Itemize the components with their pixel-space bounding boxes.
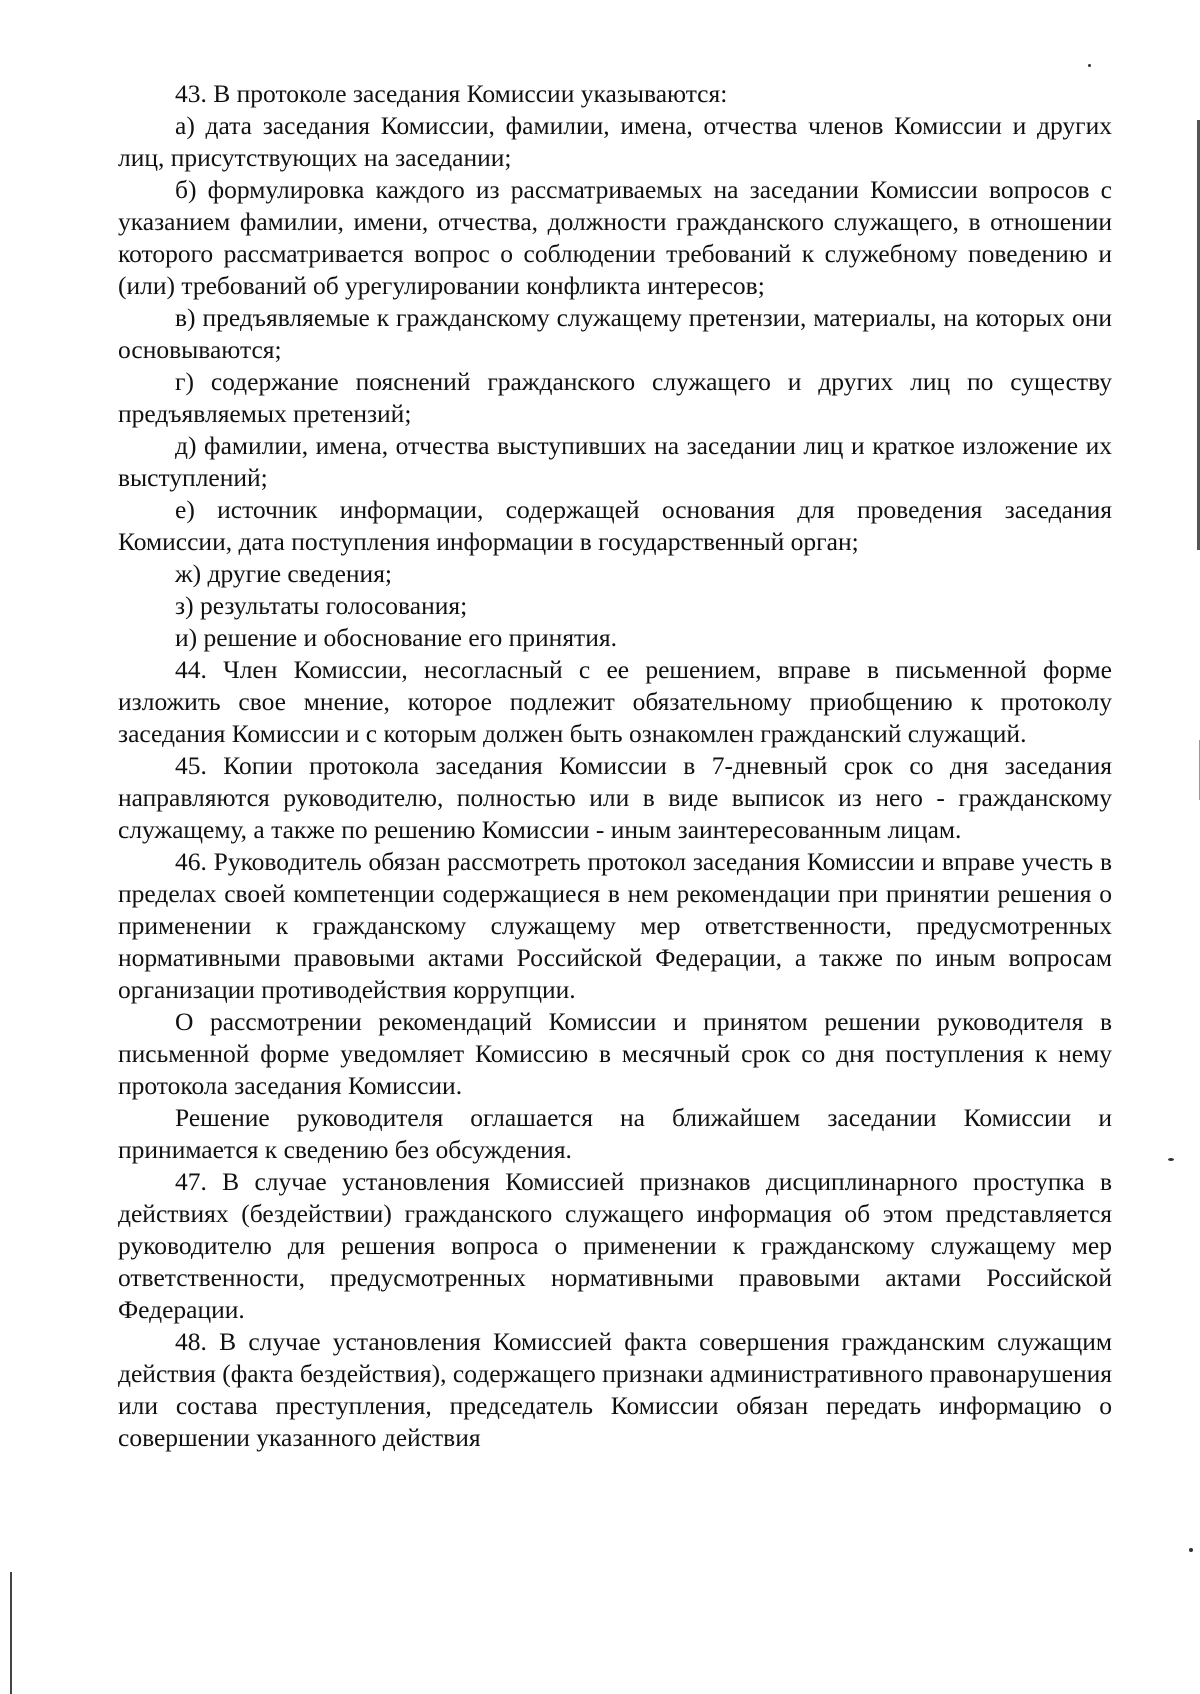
paragraph-46: 46. Руководитель обязан рассмотреть протокол заседания Комиссии и вправе учесть в пределах своей компетенции содержащиеся в нем рекомендации при принятии решения о применении к гражданскому служащему мер ответственности, предусмотренных нормативными правовыми актами Российской Федерации, а также по иным вопросам организации противодействия коррупции. [118,847,1112,1004]
paragraph-48: 48. В случае установления Комиссией факта совершения гражданским служащим действия (факта бездействия), содержащего признаки административного правонарушения или состава преступления, председатель Комиссии обязан передать информацию о совершении указанного действия [118,1327,1112,1452]
paragraph-43-a: а) дата заседания Комиссии, фамилии, имена, отчества членов Комиссии и других лиц, присутствующих на заседании; [118,111,1112,172]
paragraph-45: 45. Копии протокола заседания Комиссии в 7-дневный срок со дня заседания направляются руководителю, полностью или в виде выписок из него - гражданскому служащему, а также по решению Комиссии - иным заинтересованным лицам. [118,751,1112,844]
document-body [118,78,1112,1454]
paragraph-43-z: з) результаты голосования; [175,591,468,620]
paragraph-43-v: в) предъявляемые к гражданскому служащему претензии, материалы, на которых они основываются; [118,303,1112,364]
paragraph-43-e: е) источник информации, содержащей основания для проведения заседания Комиссии, дата поступления информации в государственный орган; [118,495,1112,556]
paragraph-43: 43. В протоколе заседания Комиссии указываются: [175,79,728,108]
paragraph-43-b: б) формулировка каждого из рассматриваемых на заседании Комиссии вопросов с указанием фамилии, имени, отчества, должности гражданского служащего, в отношении которого рассматривается вопрос о соблюдении требований к служебному поведению и (или) требований об урегулировании конфликта интересов; [118,175,1112,300]
paragraph-43-d: д) фамилии, имена, отчества выступивших на заседании лиц и краткое изложение их выступлений; [118,431,1112,492]
scan-edge-mark [10,1572,12,1694]
paragraph-47: 47. В случае установления Комиссией признаков дисциплинарного проступка в действиях (бездействии) гражданского служащего информация об этом представляется руководителю для решения вопроса о применении к гражданскому служащему мер ответственности, предусмотренных нормативными правовыми актами Российской Федерации. [118,1167,1112,1324]
paragraph-43-i: и) решение и обоснование его принятия. [175,623,617,652]
paragraph-46-decision: Решение руководителя оглашается на ближайшем заседании Комиссии и принимается к сведению без обсуждения. [118,1103,1112,1164]
paragraph-44: 44. Член Комиссии, несогласный с ее решением, вправе в письменной форме изложить свое мнение, которое подлежит обязательному приобщению к протоколу заседания Комиссии и с которым должен быть ознакомлен гражданский служащий. [118,655,1112,748]
paragraph-43-g: г) содержание пояснений гражданского служащего и других лиц по существу предъявляемых претензий; [118,367,1112,428]
scan-speck [1088,64,1091,67]
scan-speck [1168,1158,1174,1161]
paragraph-43-zh: ж) другие сведения; [175,559,393,588]
scan-speck [1189,1548,1193,1552]
paragraph-46-notice: О рассмотрении рекомендаций Комиссии и принятом решении руководителя в письменной форме уведомляет Комиссию в месячный срок со дня поступления к нему протокола заседания Комиссии. [118,1007,1112,1100]
